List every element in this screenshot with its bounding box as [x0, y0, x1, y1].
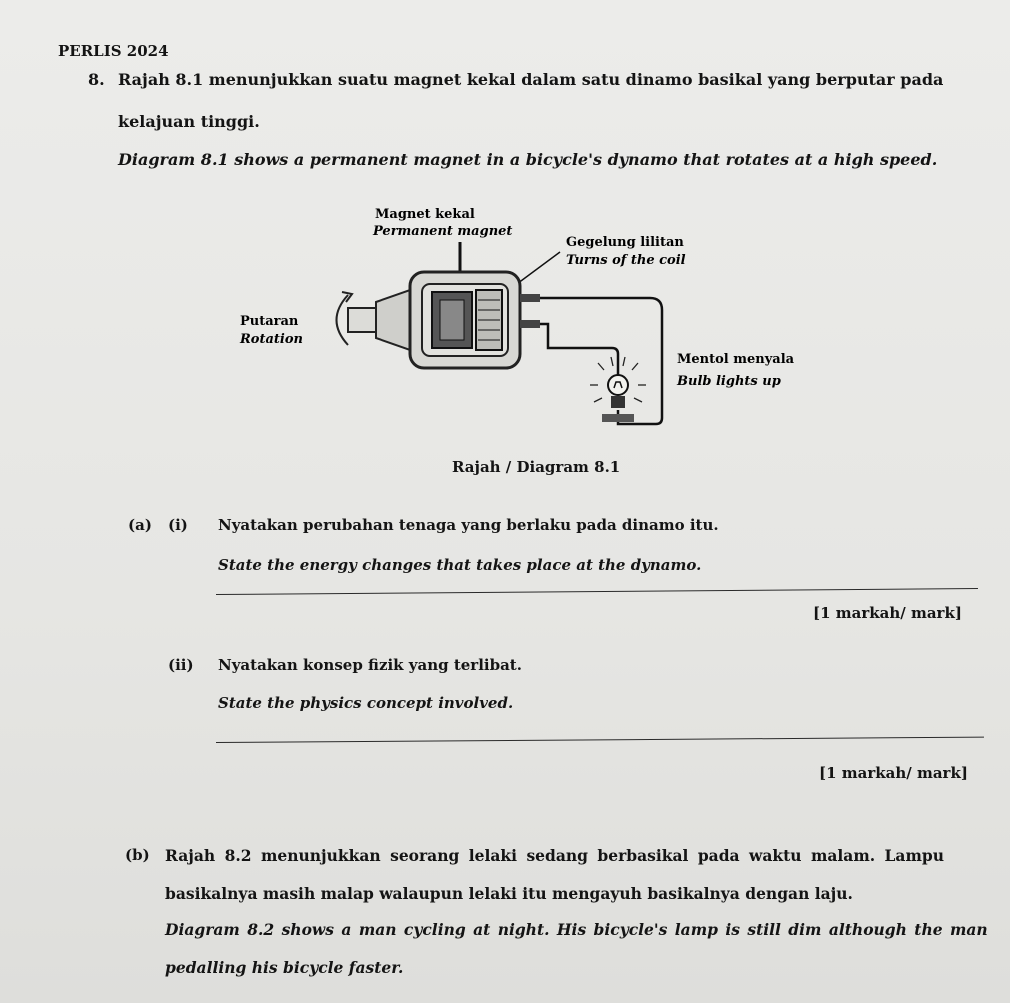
part-b-english-line1: Diagram 8.2 shows a man cycling at night. His bicycle's lamp is still dim although the man — [165, 920, 988, 939]
part-a-ii-question-malay: Nyatakan konsep fizik yang terlibat. — [218, 656, 522, 674]
bulb-glass — [608, 375, 628, 395]
coil-label-english: Turns of the coil — [566, 253, 686, 268]
question-intro-malay-line1: Rajah 8.1 menunjukkan suatu magnet kekal dalam satu dinamo basikal yang berputar pada — [118, 70, 944, 89]
answer-line-a-i[interactable] — [216, 588, 978, 595]
magnet-label-english: Permanent magnet — [373, 224, 513, 239]
terminal-top — [520, 294, 540, 302]
part-b-label: (b) — [125, 846, 150, 864]
part-a-ii-label: (ii) — [168, 656, 194, 674]
part-a-label: (a) — [128, 516, 152, 534]
bulb-label-english: Bulb lights up — [677, 374, 781, 389]
part-a-ii-question-english: State the physics concept involved. — [218, 694, 514, 712]
question-number: 8. — [88, 70, 105, 89]
question-intro-malay-line2: kelajuan tinggi. — [118, 112, 260, 131]
dynamo-neck — [376, 290, 410, 350]
rotation-arrow — [337, 295, 349, 345]
wire-bottom — [540, 324, 618, 376]
dynamo-shaft — [348, 308, 376, 332]
part-b-english-line2: pedalling his bicycle faster. — [165, 958, 404, 977]
bulb-base — [611, 396, 625, 408]
magnet-core — [440, 300, 464, 340]
coil-label-malay: Gegelung lilitan — [566, 235, 684, 250]
diagram-caption: Rajah / Diagram 8.1 — [452, 458, 621, 476]
part-a-i-label: (i) — [168, 516, 188, 534]
part-b-malay-line1: Rajah 8.2 menunjukkan seorang lelaki sedang berbasikal pada waktu malam. Lampu — [165, 846, 944, 865]
answer-line-a-ii[interactable] — [216, 737, 984, 743]
wire-top — [540, 298, 662, 424]
question-intro-english: Diagram 8.1 shows a permanent magnet in a bicycle's dynamo that rotates at a high speed. — [118, 150, 938, 169]
part-a-i-marks: [1 markah/ mark] — [813, 604, 962, 622]
part-a-i-question-malay: Nyatakan perubahan tenaga yang berlaku pada dinamo itu. — [218, 516, 719, 534]
magnet-label-malay: Magnet kekal — [375, 207, 475, 222]
part-a-i-question-english: State the energy changes that takes place at the dynamo. — [218, 556, 702, 574]
paper-header: PERLIS 2024 — [58, 42, 169, 60]
bulb-holder — [602, 414, 634, 422]
part-a-ii-marks: [1 markah/ mark] — [819, 764, 968, 782]
bulb-label-malay: Mentol menyala — [677, 352, 795, 367]
dynamo-diagram — [230, 190, 830, 440]
rotation-label-english: Rotation — [240, 332, 303, 347]
rotation-label-malay: Putaran — [240, 314, 299, 329]
part-b-malay-line2: basikalnya masih malap walaupun lelaki itu mengayuh basikalnya dengan laju. — [165, 884, 853, 903]
terminal-bottom — [520, 320, 540, 328]
